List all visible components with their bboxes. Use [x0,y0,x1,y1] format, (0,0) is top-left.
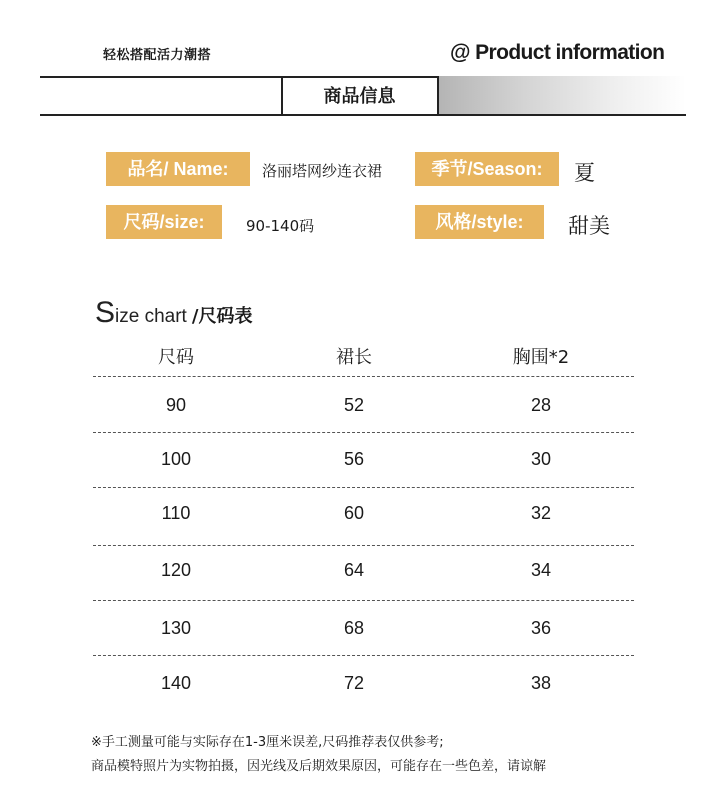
cell-size: 110 [161,503,191,523]
cell-chest: 32 [530,503,552,523]
size-label: 尺码/size: [106,205,222,239]
name-label: 品名/ Name: [106,152,250,186]
row-divider [93,432,634,433]
season-value: 夏 [574,161,595,185]
style-value: 甜美 [568,214,610,238]
cell-length: 64 [343,560,365,580]
header-size: 尺码 [158,347,194,368]
row-divider [93,655,634,656]
row-divider [93,376,634,377]
product-information-heading: @ Product information [450,41,665,64]
cell-chest: 34 [530,560,552,580]
measurement-note: ※手工测量可能与实际存在1-3厘米误差,尺码推荐表仅供参考; [91,735,444,750]
cell-chest: 28 [530,395,552,415]
size-chart-title-cn: /尺码表 [191,306,253,327]
section-title: 商品信息 [323,86,396,107]
cell-length: 72 [343,673,365,693]
size-value: 90-140码 [246,217,315,235]
cell-size: 90 [165,395,187,415]
name-value: 洛丽塔网纱连衣裙 [262,162,383,180]
cell-size: 100 [160,449,192,469]
row-divider [93,545,634,546]
row-divider [93,600,634,601]
title-band-gradient [438,76,686,114]
color-disclaimer-note: 商品模特照片为实物拍摄，因光线及后期效果原因，可能存在一些色差，请谅解 [91,759,547,774]
cell-size: 120 [160,560,192,580]
cell-chest: 30 [530,449,552,469]
cell-size: 140 [160,673,192,693]
title-band-divider-right [437,76,439,115]
size-chart-title-initial: S [95,296,116,329]
slogan-text: 轻松搭配活力潮搭 [103,48,212,63]
row-divider [93,487,634,488]
cell-length: 52 [343,395,365,415]
cell-length: 56 [343,449,365,469]
cell-chest: 36 [530,618,552,638]
cell-length: 60 [343,503,365,523]
cell-chest: 38 [530,673,552,693]
cell-length: 68 [343,618,365,638]
header-chest: 胸围*2 [512,347,570,368]
header-length: 裙长 [336,347,372,368]
cell-size: 130 [160,618,192,638]
size-chart-title-rest: ize chart [115,306,187,327]
style-label: 风格/style: [415,205,544,239]
size-chart-title [95,296,253,330]
season-label: 季节/Season: [415,152,559,186]
